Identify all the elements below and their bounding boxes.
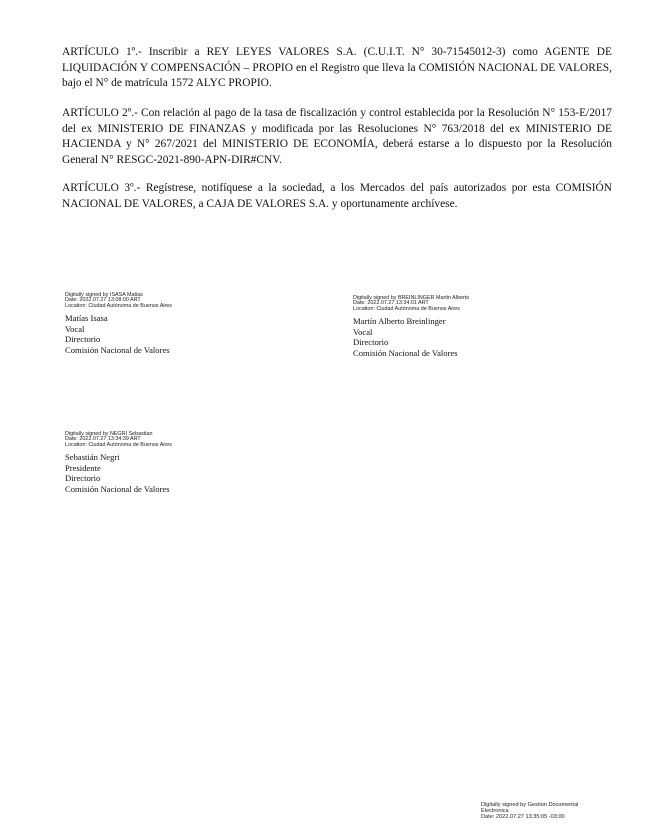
signer-details: [65, 313, 172, 355]
digital-signature-stamp: [65, 293, 172, 309]
signature-location: Location: Ciudad Autónoma de Buenos Aires: [65, 302, 172, 309]
signature-date: Date: 2022.07.27 13:34:01 ART: [353, 300, 429, 307]
article-2: ARTÍCULO 2º.- Con relación al pago de la tasa de fiscalización y control establecida por la Resolución N° 153-E/2017 del ex MINISTERIO DE FINANZAS y modificada por las Resoluciones N° 763/2018 del ex MINISTERIO DE HACIENDA y N° 267/2021 del MINISTERIO DE ECONOMÍA, deberá estarse a lo dispuesto por la Resolución General N° RESGC-2021-890-APN-DIR#CNV.: [62, 107, 612, 166]
signer-name: Sebastián Negri: [65, 452, 120, 463]
gde-signature-date: Date: 2022.07.27 13:35:05 -03:00: [481, 814, 565, 820]
signer-details: [65, 452, 172, 494]
signature-block-negri: [65, 432, 172, 495]
gde-signed-by-cont: Electronica: [481, 808, 509, 814]
signature-location: Location: Ciudad Autónoma de Buenos Aires: [353, 305, 460, 312]
signer-role: Vocal: [65, 323, 85, 334]
digital-signature-stamp: [353, 296, 469, 312]
signature-date: Date: 2022.07.27 13:08:00 ART: [65, 297, 141, 304]
digital-signature-stamp: [65, 432, 172, 448]
article-1: ARTÍCULO 1º.- Inscribir a REY LEYES VALORES S.A. (C.U.I.T. N° 30-71545012-3) como AGENTE DE LIQUIDACIÓN Y COMPENSACIÓN – PROPIO en el Registro que lleva la COMISIÓN NACIONAL DE VALORES, bajo el N° de matrícula 1572 ALYC PROPIO.: [62, 46, 612, 90]
signature-block-breinlinger: [353, 296, 469, 359]
signature-location: Location: Ciudad Autónoma de Buenos Aires: [65, 441, 172, 448]
signer-name: Matías Isasa: [65, 313, 108, 324]
gde-signature-stamp: [481, 802, 621, 820]
signer-name: Martín Alberto Breinlinger: [353, 316, 446, 327]
signed-by-line: Digitally signed by BREINLINGER Martin Alberto: [353, 295, 470, 301]
signer-body: Directorio: [65, 334, 101, 345]
signer-org: Comisión Nacional de Valores: [65, 345, 170, 355]
signature-date: Date: 2022.07.27 13:34:39 ART: [65, 436, 141, 443]
gde-signed-by: Digitally signed by Gestion Documental: [481, 802, 579, 808]
signer-body: Directorio: [353, 337, 389, 348]
signer-body: Directorio: [65, 473, 101, 484]
signature-block-isasa: [65, 293, 172, 356]
signer-role: Presidente: [65, 462, 101, 473]
article-3: ARTÍCULO 3º.- Regístrese, notifíquese a la sociedad, a los Mercados del país autorizados por esta COMISIÓN NACIONAL DE VALORES, a CAJA DE VALORES S.A. y oportunamente archívese.: [62, 182, 612, 210]
signer-role: Vocal: [353, 326, 373, 337]
signer-org: Comisión Nacional de Valores: [65, 484, 170, 494]
signed-by-line: Digitally signed by ISASA Matias: [65, 292, 143, 298]
signed-by-line: Digitally signed by NEGRI Sebastian: [65, 431, 153, 437]
signer-details: [353, 316, 469, 358]
signer-org: Comisión Nacional de Valores: [353, 348, 458, 358]
